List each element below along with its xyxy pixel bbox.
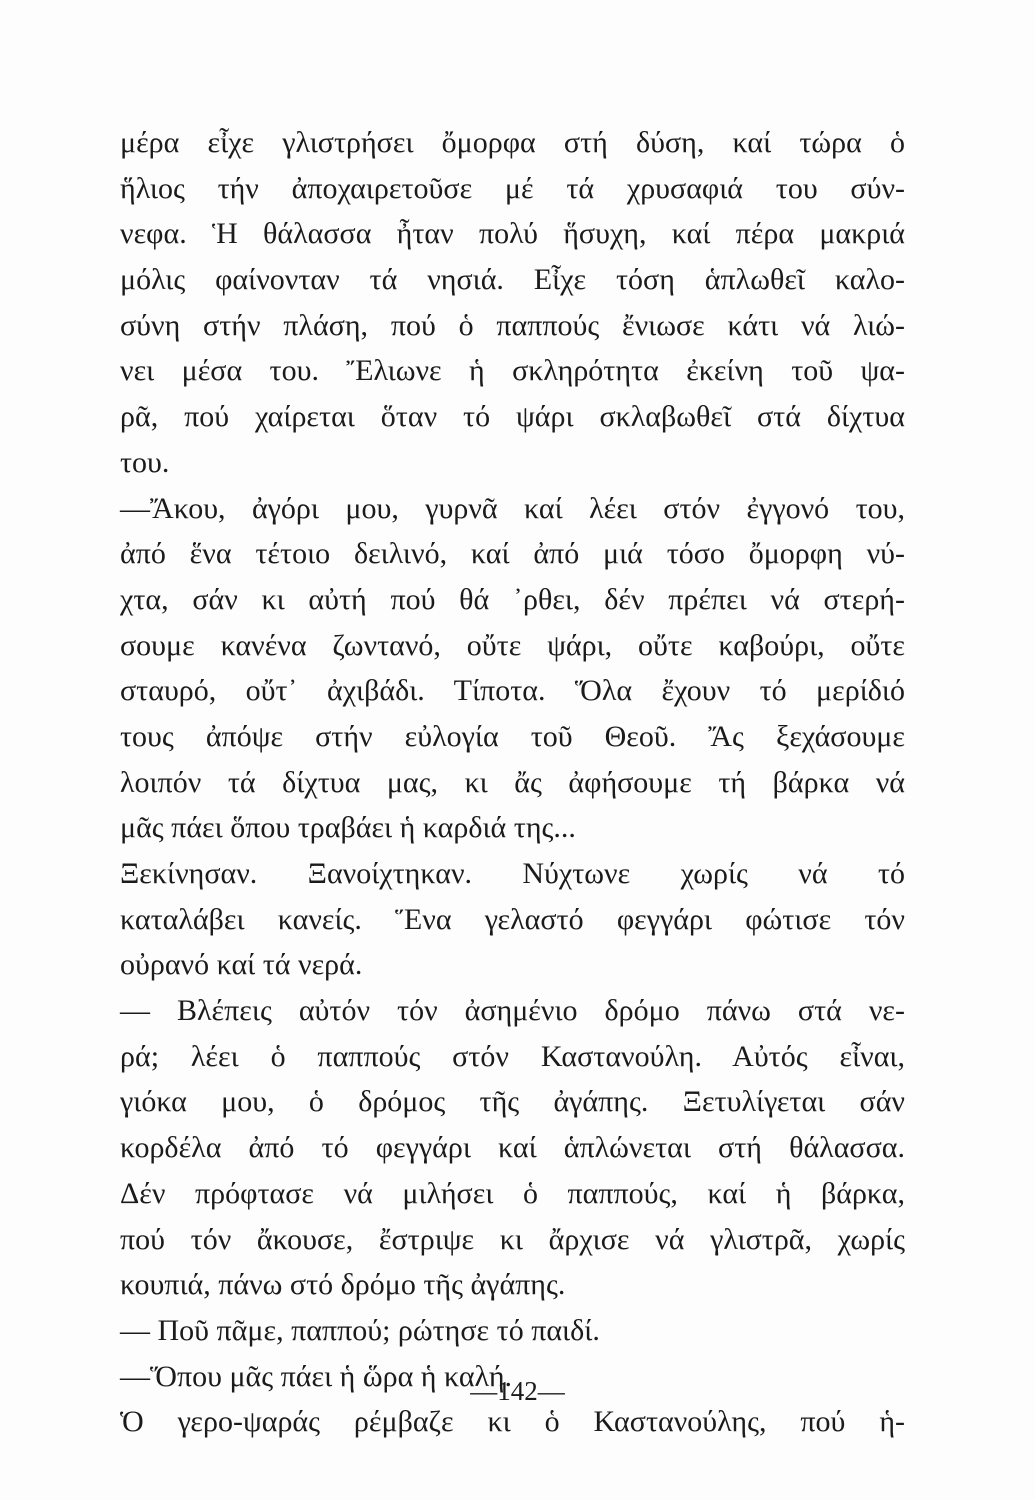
text-line: σταυρό, οὔτ᾿ ἀχιβάδι. Τίποτα. Ὅλα ἔχουν τό μερίδιό [120, 674, 905, 708]
text-line: γιόκα μου, ὁ δρόμος τῆς ἀγάπης. Ξετυλίγεται σάν [120, 1085, 905, 1119]
text-line: του. [120, 445, 170, 479]
text-line: —Ὅπου μᾶς πάει ἡ ὥρα ἡ καλή. [120, 1359, 513, 1393]
text-line: — Ποῦ πᾶμε, παππού; ρώτησε τό παιδί. [120, 1313, 600, 1347]
text-line: ρά; λέει ὁ παππούς στόν Καστανούλη. Αὐτός εἶναι, [120, 1039, 905, 1073]
text-line: μᾶς πάει ὅπου τραβάει ἡ καρδιά της... [120, 811, 576, 845]
text-line: λοιπόν τά δίχτυα μας, κι ἄς ἀφήσουμε τή βάρκα νά [120, 765, 905, 799]
text-line: Δέν πρόφτασε νά μιλήσει ὁ παππούς, καί ἡ βάρκα, [120, 1176, 905, 1210]
text-line: καταλάβει κανείς. Ἕνα γελαστό φεγγάρι φώτισε τόν [120, 902, 905, 936]
page-number: —142— [470, 1376, 565, 1406]
text-line: τους ἀπόψε στήν εὐλογία τοῦ Θεοῦ. Ἄς ξεχάσουμε [120, 719, 905, 753]
text-line: χτα, σάν κι αὐτή πού θά ᾿ρθει, δέν πρέπει νά στερή- [120, 582, 905, 616]
text-line: οὐρανό καί τά νερά. [120, 948, 363, 982]
text-line: — Βλέπεις αὐτόν τόν ἀσημένιο δρόμο πάνω στά νε- [120, 994, 905, 1028]
body-text [120, 120, 905, 1445]
text-line: Ξεκίνησαν. Ξανοίχτηκαν. Νύχτωνε χωρίς νά τό [120, 857, 905, 890]
text-line: κουπιά, πάνω στό δρόμο τῆς ἀγάπης. [120, 1268, 566, 1302]
text-line: ρᾶ, πού χαίρεται ὅταν τό ψάρι σκλαβωθεῖ στά δίχτυα [120, 400, 905, 434]
text-line: πού τόν ἄκουσε, ἔστριψε κι ἄρχισε νά γλιστρᾶ, χωρίς [120, 1222, 905, 1256]
text-line: μέρα εἶχε γλιστρήσει ὄμορφα στή δύση, καί τώρα ὁ [120, 126, 905, 159]
text-line: Ὁ γερο-ψαράς ρέμβαζε κι ὁ Καστανούλης, πού ἡ- [120, 1405, 905, 1439]
text-line: σουμε κανένα ζωντανό, οὔτε ψάρι, οὔτε καβούρι, οὔτε [120, 628, 905, 662]
text-line: νει μέσα του. Ἔλιωνε ἡ σκληρότητα ἐκείνη τοῦ ψα- [120, 354, 905, 388]
text-line: ἥλιος τήν ἀποχαιρετοῦσε μέ τά χρυσαφιά του σύν- [120, 171, 905, 205]
text-line: μόλις φαίνονταν τά νησιά. Εἶχε τόση ἁπλωθεῖ καλο- [120, 263, 905, 297]
text-line: κορδέλα ἀπό τό φεγγάρι καί ἁπλώνεται στή θάλασσα. [120, 1131, 905, 1165]
text-line: νεφα. Ἡ θάλασσα ἦταν πολύ ἥσυχη, καί πέρα μακριά [120, 217, 905, 251]
text-line: σύνη στήν πλάση, πού ὁ παππούς ἔνιωσε κάτι νά λιώ- [120, 308, 905, 342]
text-line: —Ἄκου, ἀγόρι μου, γυρνᾶ καί λέει στόν ἐγγονό του, [120, 491, 905, 525]
text-line: ἀπό ἕνα τέτοιο δειλινό, καί ἀπό μιά τόσο ὄμορφη νύ- [120, 537, 905, 571]
